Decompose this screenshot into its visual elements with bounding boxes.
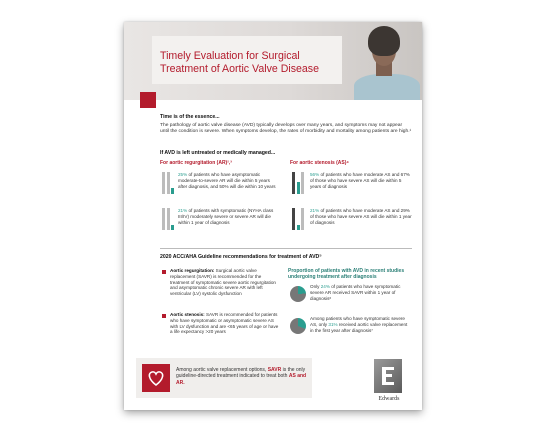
proportion-as: Among patients who have symptomatic severe AS, only 31% received aortic valve replacement in the first year after diagnosis⁷ (310, 316, 408, 333)
guideline-as: Aortic stenosis: SAVR is recommended for patients who have symptomatic or asymptomatic severe AS with LV dysfunction and are <65 years of age or have a life expectancy >20 years (170, 312, 279, 335)
heart-icon (142, 364, 170, 392)
bar-chart-icon (292, 172, 305, 194)
essence-body: The pathology of aortic valve disease (AVD) typically develops over many years, and symptoms may not appear until the condition is severe. When symptoms develop, the rates of morbidity and mortality among patients are high.¹ (160, 123, 412, 135)
ar-heading: For aortic regurgitation (AR)²,³ (160, 160, 232, 166)
proportion-heading: Proportion of patients with AVD in recent studies undergoing treatment after diagnosis (288, 268, 405, 281)
page-title: Timely Evaluation for Surgical Treatment of Aortic Valve Disease (160, 50, 319, 75)
ar-stat-1: 25% of patients who have asymptomatic moderate-to-severe AR will die within 5 years after diagnosis, and 50% will die within 10 years (178, 172, 276, 189)
edwards-logo-icon (374, 359, 402, 393)
guideline-heading: 2020 ACC/AHA Guideline recommendations for treatment of AVD⁵ (160, 254, 322, 260)
callout-text: Among aortic valve replacement options, SAVR is the only guideline-directed treatment indicated to treat both AS and AR. (176, 367, 307, 386)
bar-chart-icon (162, 208, 175, 230)
fact-sheet-page (124, 22, 422, 410)
bullet-square (162, 314, 166, 318)
section-divider (160, 248, 412, 249)
untreated-heading: If AVD is left untreated or medically managed... (160, 150, 276, 156)
as-heading: For aortic stenosis (AS)⁴ (290, 160, 349, 166)
patient-photo (330, 22, 422, 100)
as-stat-2: 21% of patients who have moderate AS and 29% of those who have severe AS will die within 1 year of diagnosis (310, 208, 412, 225)
bullet-square (162, 270, 166, 274)
pie-chart-icon (290, 318, 306, 334)
proportion-ar: Only 24% of patients who have symptomatic severe AR received SAVR within 1 year of diagnosis⁶ (310, 284, 401, 301)
brand-name: Edwards (378, 396, 400, 402)
pie-chart-icon (290, 286, 306, 302)
accent-square (140, 92, 156, 108)
ar-stat-2: 21% of patients with symptomatic (NYHA class III/IV) moderately severe or severe AR will die within 1 year of diagnosis (178, 208, 274, 225)
bar-chart-icon (162, 172, 175, 194)
hero-banner (124, 22, 422, 100)
as-stat-1: 56% of patients who have moderate AS and 67% of those who have severe AS will die within 5 years of diagnosis (310, 172, 410, 189)
essence-section (160, 114, 412, 135)
guideline-ar: Aortic regurgitation: Surgical aortic valve replacement (SAVR) is recommended for the treatment of symptomatic severe aortic regurgitation and asymptomatic chronic severe AR with left ventricular (LV) systolic dysfunction (170, 268, 276, 297)
bar-chart-icon (292, 208, 305, 230)
essence-heading: Time is of the essence... (160, 114, 220, 120)
